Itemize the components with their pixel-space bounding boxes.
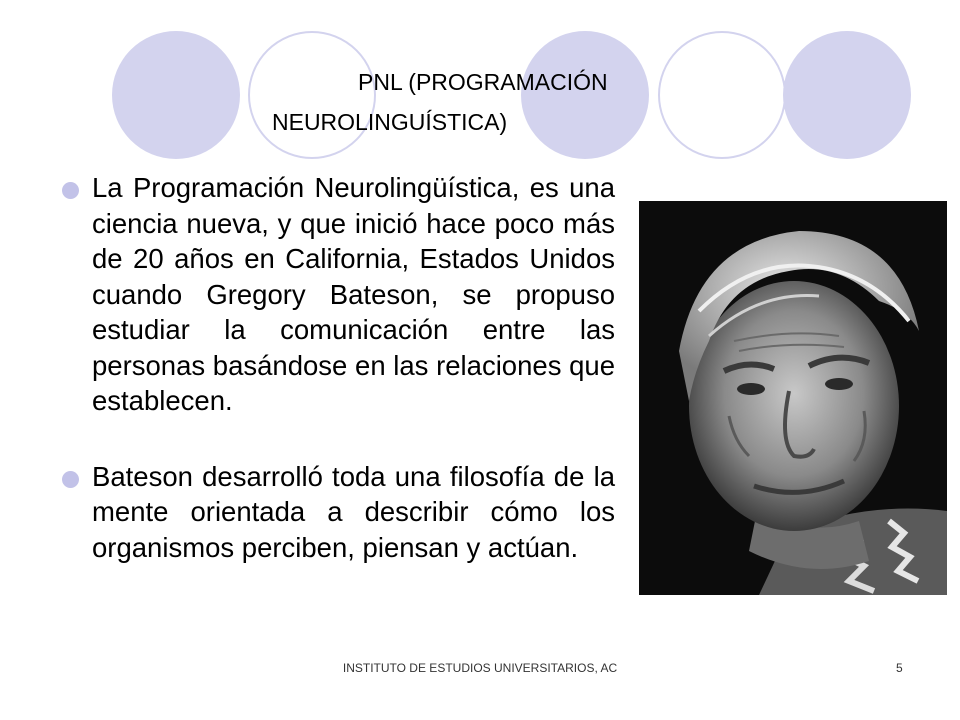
bullet-item (62, 170, 615, 419)
bullet-item (62, 459, 615, 566)
decorative-circle (783, 31, 911, 159)
bullet-list (62, 170, 615, 605)
portrait-photo (639, 201, 947, 595)
page-number: 5 (896, 661, 903, 675)
decorative-circle (112, 31, 240, 159)
portrait-photo-graphic (639, 201, 947, 595)
bullet-text: Bateson desarrolló toda una filosofía de la mente orientada a describir cómo los organismos perciben, piensan y actúan. (92, 460, 615, 563)
bullet-icon (62, 471, 79, 488)
bullet-text: La Programación Neurolingüística, es una ciencia nueva, y que inició hace poco más de 20 años en California, Estados Unidos cuando Gregory Bateson, se propuso estudiar la comunicación entre las personas basándose en las relaciones que establecen. (92, 172, 615, 416)
slide-title-line-1: PNL (PROGRAMACIÓN (358, 69, 608, 95)
bullet-icon (62, 182, 79, 199)
slide-title (250, 62, 750, 142)
slide-title-line-2: NEUROLINGUÍSTICA) (272, 109, 508, 135)
footer-text: INSTITUTO DE ESTUDIOS UNIVERSITARIOS, AC (342, 661, 618, 675)
